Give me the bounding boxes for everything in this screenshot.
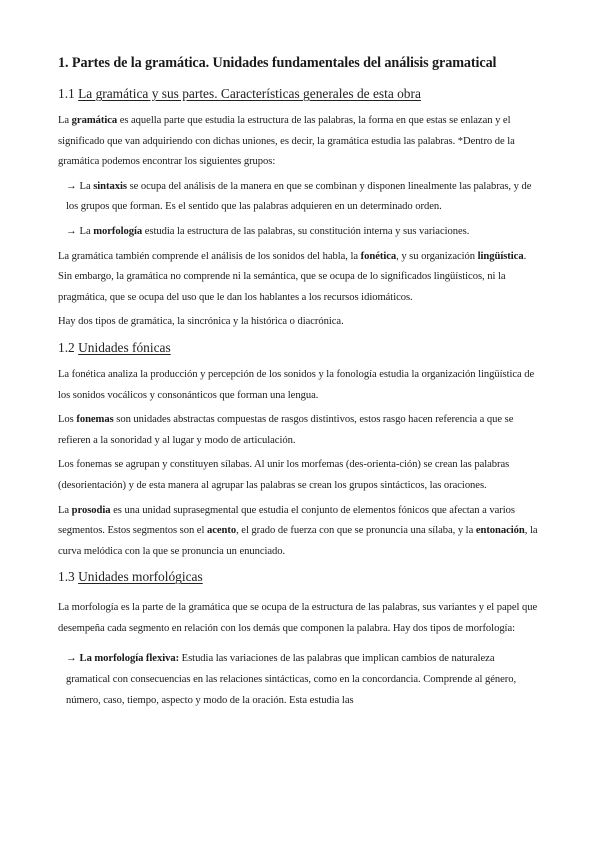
bold-term: lingüística xyxy=(477,250,524,262)
text-run: La xyxy=(79,225,94,237)
paragraph-fonetica-fonologia: La fonética analiza la producción y percepción de los sonidos y la fonología estudia la organización lingüística de los sonidos vocálicos y consonánticos que forman una lengua. xyxy=(58,368,535,401)
text-run: son unidades abstractas compuestas de rasgos distintivos, estos rasgo hacen referencia a que se refieren a la sonoridad y al lugar y modo de articulación. xyxy=(58,414,514,446)
text-run: La xyxy=(58,504,72,516)
bold-term: sintaxis xyxy=(93,180,127,192)
section-number: 1.1 xyxy=(58,86,75,101)
bold-term: gramática xyxy=(71,115,118,126)
text-run: , el grado de fuerza con que se pronuncia una sílaba, y la xyxy=(236,525,476,537)
text-run: es aquella parte que estudia la estructura de las palabras, la forma en que estas se enlazan y el significado que van adquiriendo con dichas uniones, es decir, la gramática estudia las palabras. *Dentro de la gramática podemos encontrar los siguientes grupos: xyxy=(58,115,515,168)
paragraph-tipos-gramatica: Hay dos tipos de gramática, la sincrónica y la histórica o diacrónica. xyxy=(58,316,344,328)
text-run: Los xyxy=(58,414,77,426)
bold-term: morfología xyxy=(93,225,143,237)
bold-term: fonemas xyxy=(76,414,114,426)
bold-term: prosodia xyxy=(71,504,111,516)
text-run: La xyxy=(79,180,94,192)
text-run: La gramática también comprende el análisis de los sonidos del habla, la xyxy=(58,250,361,262)
text-run: , y su organización xyxy=(396,250,478,262)
paragraph-morfologia-def: La morfología es la parte de la gramática que se ocupa de la estructura de las palabras, sus variantes y el papel que desempeña cada segmento en relación con los demás que componen la palabra. Hay dos tipos de morfología: xyxy=(58,602,538,634)
text-run: La xyxy=(58,115,72,126)
paragraph-morfologia-flexiva xyxy=(58,649,540,711)
section-heading-1-2 xyxy=(58,339,540,357)
arrow-icon: → xyxy=(66,225,77,237)
bold-term: entonación xyxy=(475,525,525,537)
paragraph-morfologia xyxy=(58,222,540,243)
bold-term: acento xyxy=(206,525,237,537)
paragraph-fonetica xyxy=(58,247,540,309)
section-title: La gramática y sus partes. Características generales de esta obra xyxy=(78,86,421,101)
paragraph-prosodia xyxy=(58,501,540,563)
paragraph-gramatica xyxy=(58,111,540,173)
paragraph-silabas: Los fonemas se agrupan y constituyen sílabas. Al unir los morfemas (des-orienta-ción) se crean las palabras (desorientación) y de esta manera al agrupar las palabras se crean los grupos sintácticos, las oraciones. xyxy=(58,459,510,491)
arrow-icon: → xyxy=(66,180,77,192)
text-run: es una unidad suprasegmental que estudia el conjunto de elementos fónicos que afectan a varios segmentos. Estos segmentos son el xyxy=(58,504,515,537)
paragraph-sintaxis xyxy=(58,177,540,218)
document-title: 1. Partes de la gramática. Unidades fundamentales del análisis gramatical xyxy=(58,55,497,71)
text-run: se ocupa del análisis de la manera en que se combinan y disponen linealmente las palabras, y de los grupos que forman. Es el sentido que las palabras adquieren en un determinado orden. xyxy=(66,180,532,213)
bold-term: La morfología flexiva: xyxy=(79,653,180,665)
text-run: Estudia las variaciones de las palabras que implican cambios de naturaleza gramatical con consecuencias en las relaciones sintácticas, como en la concordancia. Comprende al género, número, caso, tiempo, aspecto y modo de la oración. Esta estudia las xyxy=(66,653,517,706)
section-heading-1-3 xyxy=(58,568,540,586)
arrow-icon: → xyxy=(66,653,77,665)
text-run: . Sin embargo, la gramática no comprende ni la semántica, que se ocupa de lo significados lingüísticos, ni la pragmática, que se ocupa del uso que le dan los hablantes a los recursos idiomáticos. xyxy=(58,250,527,303)
section-number: 1.3 xyxy=(58,569,75,585)
section-number: 1.2 xyxy=(58,339,75,355)
section-title: Unidades morfológicas xyxy=(78,569,203,585)
text-run: estudia la estructura de las palabras, su constitución interna y sus variaciones. xyxy=(142,225,470,237)
section-title: Unidades fónicas xyxy=(78,339,171,355)
paragraph-fonemas xyxy=(58,410,540,451)
text-run: , la curva melódica con la que se pronuncia un enunciado. xyxy=(58,525,538,557)
bold-term: fonética xyxy=(360,250,397,262)
section-heading-1-1 xyxy=(58,85,540,103)
